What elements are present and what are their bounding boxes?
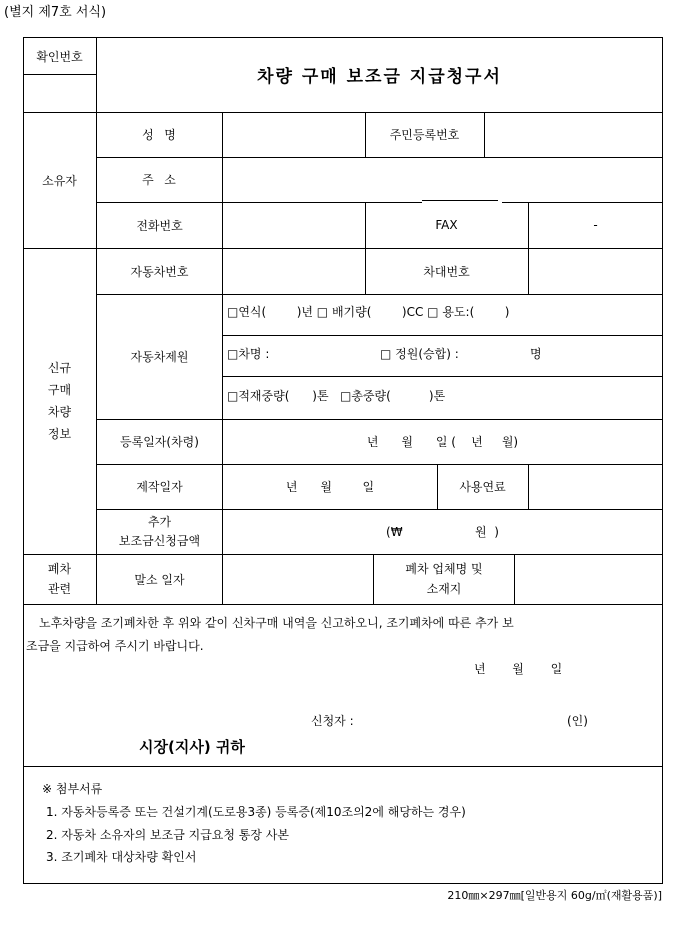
owner-section-label: 소유자 <box>42 173 77 188</box>
reg-date-label: 등록일자(차령) <box>120 435 199 449</box>
declaration-text-line1: 노후차량을 조기폐차한 후 위와 같이 신차구매 내역을 신고하오니, 조기폐차에 따른 추가 보 <box>39 616 514 630</box>
mfg-date-field[interactable]: 년 월 일 <box>285 480 375 494</box>
vehicle-label-line: 정보 <box>47 427 72 441</box>
name-label: 성 명 <box>142 128 177 142</box>
name-field[interactable] <box>223 113 365 157</box>
chassis-field[interactable] <box>529 249 662 294</box>
declaration-date[interactable]: 년 월 일 <box>474 662 563 676</box>
seal-mark: (인) <box>567 714 588 728</box>
spec-line-year-displacement-use[interactable]: □연식( )년 □ 배기량( )CC □ 용도:( ) <box>227 305 510 319</box>
vehicle-label-line: 차량 <box>47 405 72 419</box>
resident-no-field[interactable] <box>485 113 662 157</box>
cancel-date-label: 말소 일자 <box>134 572 185 587</box>
scrap-company-field[interactable] <box>515 555 662 604</box>
attachment-item: 2. 자동차 소유자의 보조금 지급요청 통장 사본 <box>46 828 289 842</box>
scrap-label-line1: 폐차 <box>47 562 72 576</box>
address-field[interactable] <box>223 158 662 202</box>
vehicle-label-line: 신규 <box>47 361 72 375</box>
fax-field[interactable]: - <box>593 218 598 232</box>
chassis-label: 차대번호 <box>423 264 470 279</box>
plate-field[interactable] <box>223 249 365 294</box>
plate-label: 자동차번호 <box>130 264 189 279</box>
extra-subsidy-label <box>97 509 222 554</box>
declaration-text-line2: 조금을 지급하여 주시기 바랍니다. <box>26 639 204 653</box>
applicant-field[interactable] <box>372 710 557 732</box>
attachments-heading: ※ 첨부서류 <box>42 782 103 796</box>
spec-label: 자동차제원 <box>130 350 189 364</box>
phone-field[interactable] <box>223 203 365 248</box>
phone-label: 전화번호 <box>136 218 183 233</box>
resident-no-label: 주민등록번호 <box>389 128 460 142</box>
spec-capacity[interactable]: □ 정원(승합) : <box>380 347 459 361</box>
extra-subsidy-label-line1: 추가 <box>147 514 172 529</box>
spec-capacity-unit: 명 <box>530 347 542 361</box>
extra-subsidy-label-line2: 보조금신청금액 <box>118 533 201 548</box>
scrap-label-line2: 관련 <box>47 582 72 596</box>
reg-date-field[interactable]: 년 월 일 ( 년 월) <box>366 435 519 449</box>
form-label: (별지 제7호 서식) <box>4 5 107 20</box>
extra-subsidy-field[interactable]: (₩ 원 ) <box>386 525 499 539</box>
mfg-date-label: 제작일자 <box>136 480 183 494</box>
vehicle-section-label <box>23 248 96 554</box>
address-label: 주 소 <box>142 173 177 187</box>
confirm-no-field[interactable] <box>24 75 96 112</box>
recipient: 시장(지사) 귀하 <box>139 738 245 756</box>
paper-spec-note: 210㎜×297㎜[일반용지 60g/㎡(재활용품)] <box>447 889 662 902</box>
scrap-company-label-line2: 소재지 <box>426 582 462 596</box>
spec-load-weight[interactable]: □적재중량( )톤 □총중량( )톤 <box>227 389 446 403</box>
applicant-label: 신청자 : <box>311 714 354 728</box>
spec-model[interactable]: □차명 : <box>227 347 270 361</box>
cancel-date-field[interactable] <box>223 555 373 604</box>
fax-label: FAX <box>435 218 458 232</box>
confirm-no-label: 확인번호 <box>36 49 83 64</box>
attachment-item: 3. 조기폐차 대상차량 확인서 <box>46 850 197 864</box>
fuel-label: 사용연료 <box>459 480 506 494</box>
scrap-company-label-line1: 폐차 업체명 및 <box>405 562 483 576</box>
scrap-company-label <box>374 554 514 604</box>
scrap-section-label <box>23 554 96 604</box>
vehicle-label-line: 구매 <box>47 383 72 397</box>
fuel-field[interactable] <box>529 465 662 509</box>
form-title: 차량 구매 보조금 지급청구서 <box>257 67 502 87</box>
attachment-item: 1. 자동차등록증 또는 건설기계(도로용3종) 등록증(제10조의2에 해당하는 경우) <box>46 805 466 819</box>
